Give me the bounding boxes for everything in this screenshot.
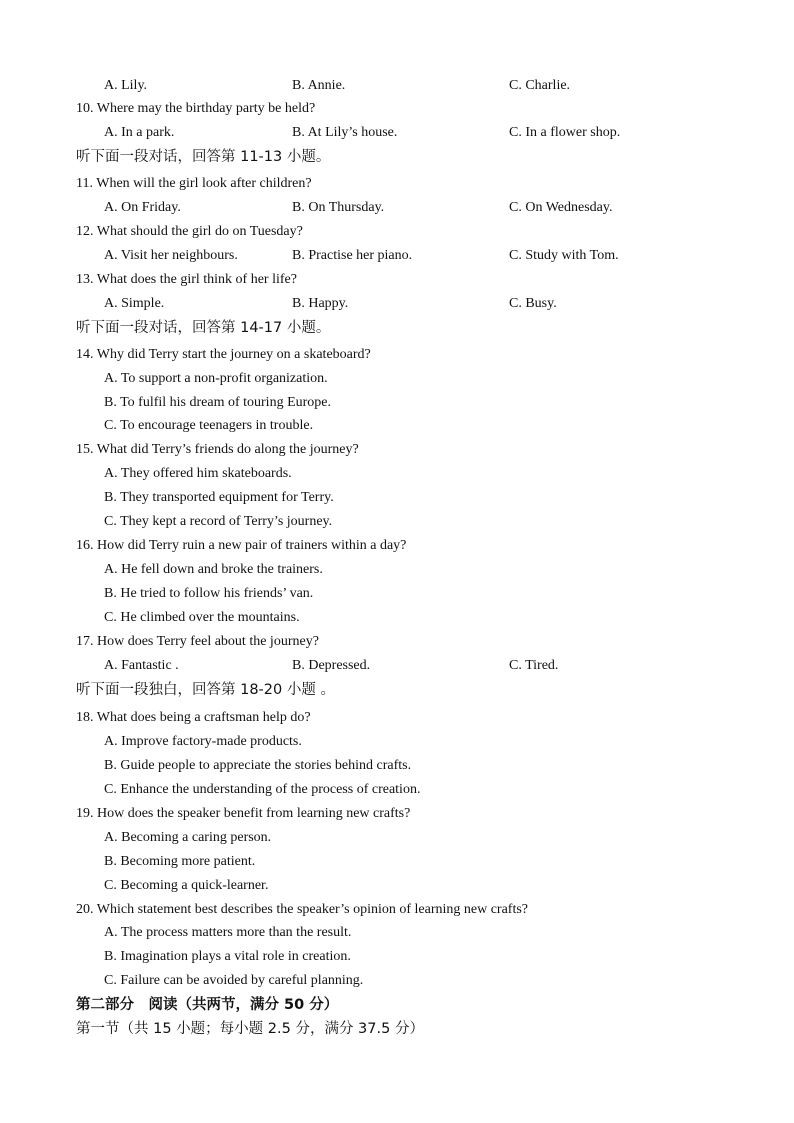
q10-stem: 10. Where may the birthday party be held? bbox=[76, 101, 316, 116]
q16-option-b: B. He tried to follow his friends’ van. bbox=[104, 586, 314, 601]
q18-option-c: C. Enhance the understanding of the process of creation. bbox=[104, 782, 421, 797]
q13-option-b: B. Happy. bbox=[292, 296, 349, 311]
q17-stem: 17. How does Terry feel about the journey? bbox=[76, 634, 319, 649]
q20-option-c: C. Failure can be avoided by careful planning. bbox=[104, 973, 364, 988]
q14-option-c: C. To encourage teenagers in trouble. bbox=[104, 418, 314, 433]
q16-option-c: C. He climbed over the mountains. bbox=[104, 610, 300, 625]
q17-option-a: A. Fantastic . bbox=[104, 658, 179, 673]
q18-stem: 18. What does being a craftsman help do? bbox=[76, 710, 311, 725]
q20-stem: 20. Which statement best describes the speaker’s opinion of learning new crafts? bbox=[76, 902, 529, 917]
q12-option-c: C. Study with Tom. bbox=[509, 248, 619, 263]
q15-option-a: A. They offered him skateboards. bbox=[104, 466, 292, 481]
q20-option-a: A. The process matters more than the result. bbox=[104, 925, 352, 940]
q19-option-b: B. Becoming more patient. bbox=[104, 854, 256, 869]
q11-option-c: C. On Wednesday. bbox=[509, 200, 613, 215]
q13-stem: 13. What does the girl think of her life? bbox=[76, 272, 297, 287]
q19-option-c: C. Becoming a quick-learner. bbox=[104, 878, 269, 893]
q9-option-c: C. Charlie. bbox=[509, 78, 571, 93]
q12-option-a: A. Visit her neighbours. bbox=[104, 248, 238, 263]
q12-option-b: B. Practise her piano. bbox=[292, 248, 413, 263]
q14-stem: 14. Why did Terry start the journey on a skateboard? bbox=[76, 347, 371, 362]
q15-option-c: C. They kept a record of Terry’s journey. bbox=[104, 514, 333, 529]
q18-option-a: A. Improve factory-made products. bbox=[104, 734, 302, 749]
q13-option-a: A. Simple. bbox=[104, 296, 165, 311]
q12-stem: 12. What should the girl do on Tuesday? bbox=[76, 224, 303, 239]
q19-stem: 19. How does the speaker benefit from learning new crafts? bbox=[76, 806, 411, 821]
q10-option-c: C. In a flower shop. bbox=[509, 125, 621, 140]
q17-option-c: C. Tired. bbox=[509, 658, 559, 673]
q14-option-b: B. To fulfil his dream of touring Europe. bbox=[104, 395, 332, 410]
part2-title: 第二部分 阅读（共两节，满分 50 分） bbox=[76, 997, 339, 1013]
q11-option-b: B. On Thursday. bbox=[292, 200, 385, 215]
q11-stem: 11. When will the girl look after children? bbox=[76, 176, 312, 191]
q10-option-a: A. In a park. bbox=[104, 125, 175, 140]
q15-option-b: B. They transported equipment for Terry. bbox=[104, 490, 334, 505]
q9-option-a: A. Lily. bbox=[104, 78, 148, 93]
q16-stem: 16. How did Terry ruin a new pair of trainers within a day? bbox=[76, 538, 407, 553]
q19-option-a: A. Becoming a caring person. bbox=[104, 830, 272, 845]
q13-option-c: C. Busy. bbox=[509, 296, 557, 311]
q17-option-b: B. Depressed. bbox=[292, 658, 371, 673]
instruction-11-13: 听下面一段对话，回答第 11-13 小题。 bbox=[76, 149, 331, 165]
q16-option-a: A. He fell down and broke the trainers. bbox=[104, 562, 323, 577]
q14-option-a: A. To support a non-profit organization. bbox=[104, 371, 328, 386]
q11-option-a: A. On Friday. bbox=[104, 200, 181, 215]
q18-option-b: B. Guide people to appreciate the stories behind crafts. bbox=[104, 758, 412, 773]
q10-option-b: B. At Lily’s house. bbox=[292, 125, 398, 140]
q15-stem: 15. What did Terry’s friends do along the journey? bbox=[76, 442, 359, 457]
q20-option-b: B. Imagination plays a vital role in creation. bbox=[104, 949, 351, 964]
q9-option-b: B. Annie. bbox=[292, 78, 346, 93]
section1-title: 第一节（共 15 小题；每小题 2.5 分，满分 37.5 分） bbox=[76, 1021, 424, 1037]
instruction-14-17: 听下面一段对话，回答第 14-17 小题。 bbox=[76, 320, 331, 336]
instruction-18-20: 听下面一段独白，回答第 18-20 小题 。 bbox=[76, 682, 335, 698]
